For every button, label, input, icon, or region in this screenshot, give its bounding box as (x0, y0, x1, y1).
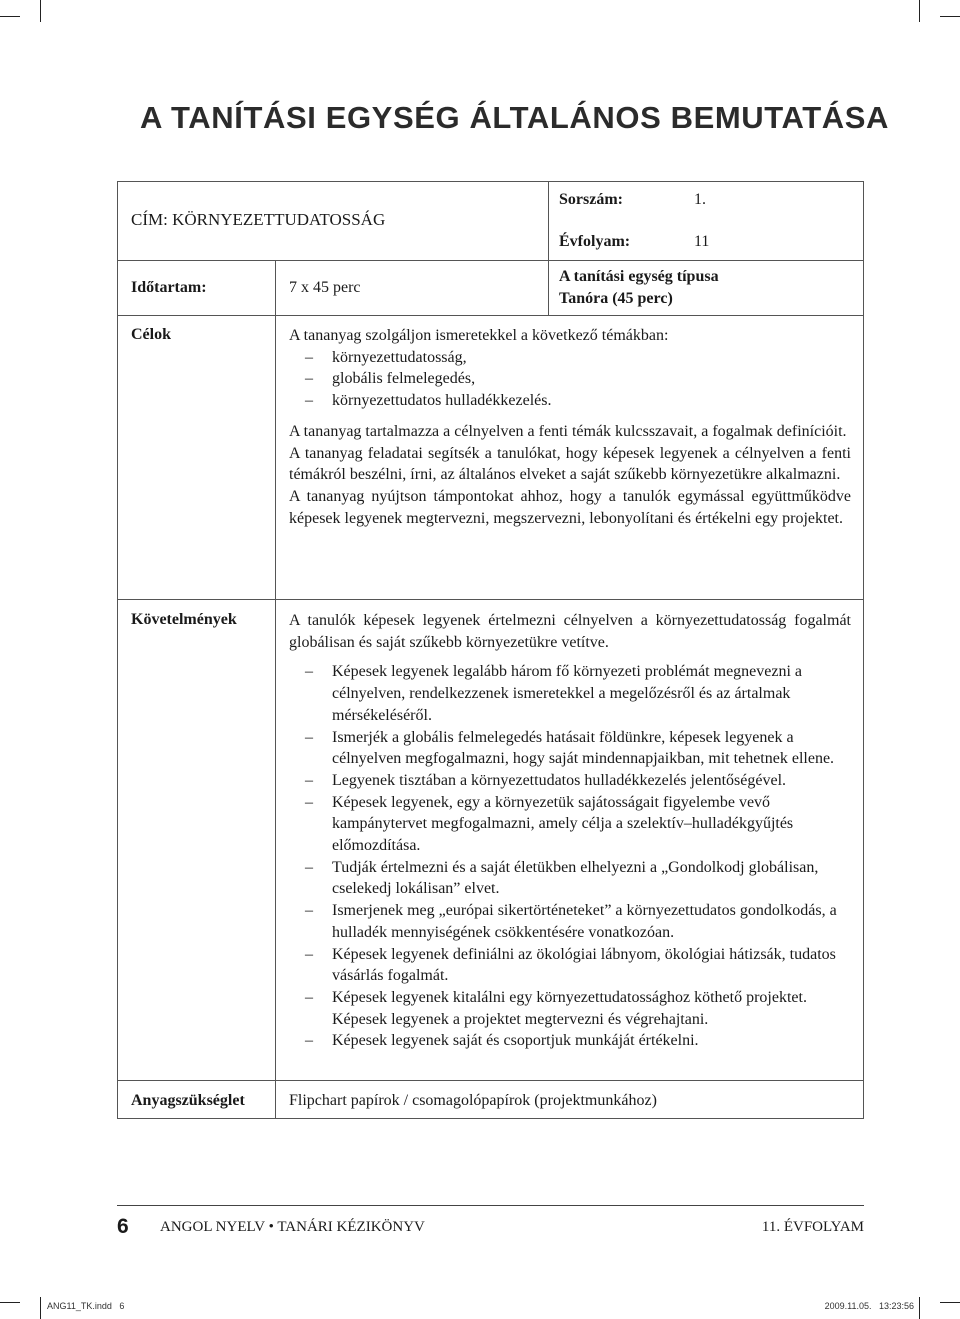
celok-intro: A tananyag szolgáljon ismeretekkel a következő témákban: (289, 327, 669, 344)
lesson-overview-table (117, 181, 864, 1119)
table-rule (863, 181, 864, 1119)
kovetelmenyek-content (289, 610, 851, 1052)
celok-paragraph: A tananyag feladatai segítsék a tanulókat, hogy képesek legyenek a célnyelven a fenti témákról beszélni, írni, az általános elveket a saját szűkebb környezetükre alkalmazni. (289, 444, 851, 484)
crop-mark (0, 1302, 20, 1303)
duration-value: 7 x 45 perc (289, 279, 361, 296)
celok-label: Célok (131, 326, 171, 343)
list-item: – Tudják értelmezni és a saját életükben elhelyezni a „Gondolkodj globálisan, cselekedj lokálisan” elvet. (289, 857, 851, 900)
list-item: – Képesek legyenek kitalálni egy környezettudatossághoz köthető projektet. Képesek legyenek a projektet megtervezni és végrehajtani. (289, 987, 851, 1030)
sorszam-value: 1. (694, 191, 706, 208)
list-item: – Ismerjék a globális felmelegedés hatásait földünkre, képesek legyenek a célnyelven megfogalmazni, hogy saját mindennapjaikban, mit tehetnek ellene. (289, 727, 851, 770)
kovetelmenyek-list (289, 661, 851, 1052)
lesson-title: CÍM: KÖRNYEZETTUDATOSSÁG (131, 210, 386, 229)
crop-mark (40, 0, 41, 22)
crop-mark (919, 1297, 920, 1319)
evfolyam-value: 11 (694, 233, 710, 250)
table-rule (117, 260, 864, 261)
crop-mark (40, 1297, 41, 1319)
evfolyam-label: Évfolyam: (559, 233, 631, 250)
table-rule (117, 181, 864, 182)
crop-mark (940, 16, 960, 17)
celok-paragraph: A tananyag nyújtson támpontokat ahhoz, hogy a tanulók egymással együttműködve képesek legyenek megtervezni, megszervezni, lebonyolítani és értékelni egy projektet. (289, 487, 851, 527)
footer-grade: 11. ÉVFOLYAM (761, 1219, 864, 1235)
duration-label: Időtartam: (131, 279, 207, 296)
celok-topic-list (289, 347, 851, 412)
table-rule (117, 181, 118, 1119)
sorszam-label: Sorszám: (559, 191, 623, 208)
crop-mark (919, 0, 920, 22)
page-number: 6 (117, 1215, 129, 1238)
footer-book-title: ANGOL NYELV • TANÁRI KÉZIKÖNYV (160, 1219, 425, 1235)
list-item: – Képesek legyenek saját és csoportjuk munkáját értékelni. (289, 1030, 851, 1052)
lesson-type-label: A tanítási egység típusa (559, 268, 719, 285)
celok-content (289, 325, 851, 529)
kovetelmenyek-intro: A tanulók képesek legyenek értelmezni célnyelven a környezettudatosság fogalmát globálisan és saját szűkebb környezetükre vetítve. (289, 612, 851, 651)
table-rule (117, 1118, 864, 1119)
list-item: – környezettudatos hulladékkezelés. (289, 390, 851, 412)
table-rule (548, 181, 549, 315)
anyag-label: Anyagszükséglet (131, 1092, 245, 1109)
list-item: – Ismerjenek meg „európai sikertörténeteket” a környezettudatos gondolkodás, a hulladék mennyiségének csökkentésére vonatkozóan. (289, 900, 851, 943)
page-title: A TANÍTÁSI EGYSÉG ÁLTALÁNOS BEMUTATÁSA (140, 100, 889, 135)
anyag-value: Flipchart papírok / csomagolópapírok (projektmunkához) (289, 1092, 657, 1109)
list-item: – globális felmelegedés, (289, 368, 851, 390)
lesson-type-value: Tanóra (45 perc) (559, 290, 673, 307)
celok-paragraph: A tananyag tartalmazza a célnyelven a fenti témák kulcsszavait, a fogalmak definícióit. (289, 422, 847, 440)
crop-mark (940, 1302, 960, 1303)
table-rule (275, 260, 276, 1119)
list-item: – környezettudatosság, (289, 347, 851, 369)
slug-file: ANG11_TK.indd 6 (47, 1301, 125, 1311)
table-rule (117, 599, 864, 600)
footer-rule (117, 1205, 864, 1206)
table-rule (117, 315, 864, 316)
slug-timestamp: 2009.11.05. 13:23:56 (824, 1301, 914, 1311)
list-item: – Legyenek tisztában a környezettudatos hulladékkezelés jelentőségével. (289, 770, 851, 792)
list-item: – Képesek legyenek definiálni az ökológiai lábnyom, ökológiai hátizsák, tudatos vásárlás fogalmát. (289, 944, 851, 987)
crop-mark (0, 16, 20, 17)
kovetelmenyek-label: Követelmények (131, 611, 237, 628)
list-item: – Képesek legyenek legalább három fő környezeti problémát megnevezni a célnyelven, rendelkezzenek ismeretekkel a megelőzésről és az ártalmak mérsékeléséről. (289, 661, 851, 726)
list-item: – Képesek legyenek, egy a környezetük sajátosságait figyelembe vevő kampánytervet megfogalmazni, amely célja a szelektív–hulladékgyűjtés előmozdítása. (289, 792, 851, 857)
table-rule (117, 1080, 864, 1081)
